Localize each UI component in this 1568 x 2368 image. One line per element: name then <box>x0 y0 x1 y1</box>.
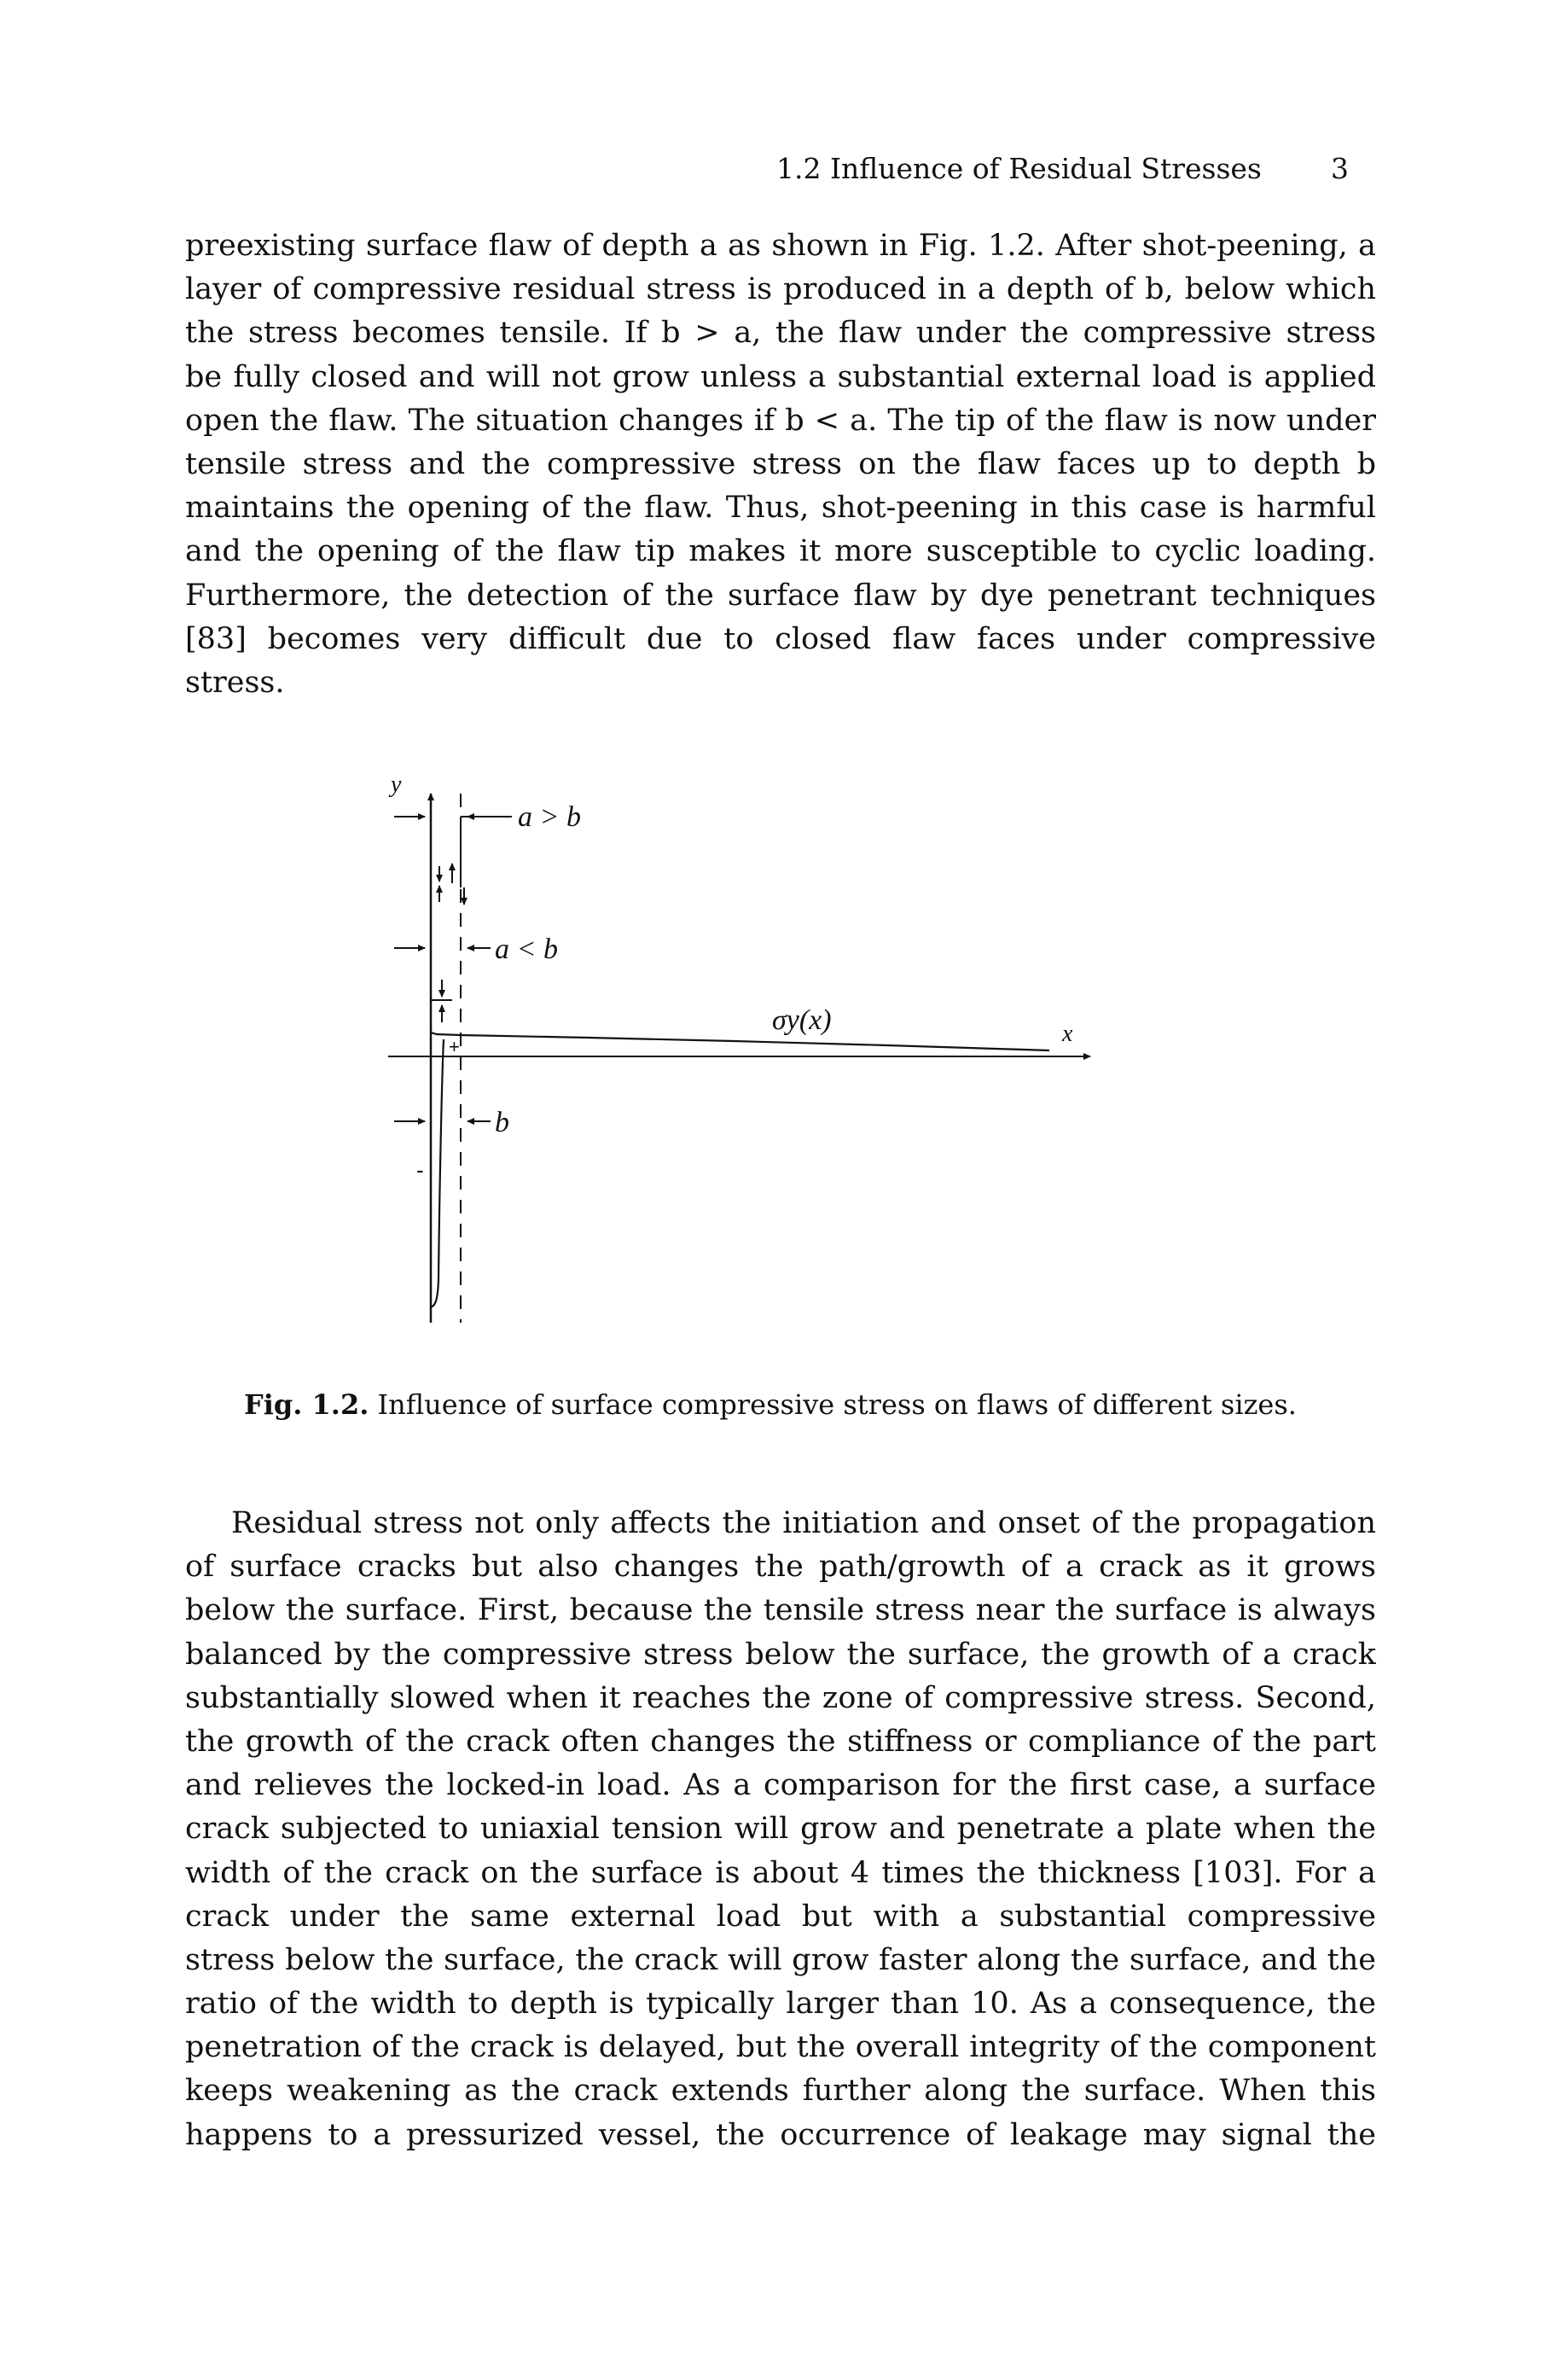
figure-1-2 <box>375 768 1126 1348</box>
text-line: and relieves the locked-in load. As a comparison for the first case, a surface <box>185 1768 1376 1803</box>
text-line: the growth of the crack often changes the stiffness or compliance of the part <box>185 1724 1376 1759</box>
label-minus: - <box>416 1157 424 1183</box>
text-line: crack under the same external load but with a substantial compressive <box>185 1899 1376 1934</box>
text-line: Residual stress not only affects the initiation and onset of the propagation <box>231 1506 1376 1540</box>
text-line: open the flaw. The situation changes if b < a. The tip of the flaw is now under <box>185 403 1376 438</box>
text-line: stress. <box>185 665 285 700</box>
text-line: penetration of the crack is delayed, but the overall integrity of the component <box>185 2030 1376 2065</box>
text-line: balanced by the compressive stress below the surface, the growth of a crack <box>185 1637 1376 1672</box>
text-line: ratio of the width to depth is typically larger than 10. As a consequence, the <box>185 1987 1376 2022</box>
flaw-a-lt-b <box>431 980 452 1022</box>
label-sigma: σy(x) <box>772 1004 832 1036</box>
text-line: of surface cracks but also changes the path/growth of a crack as it grows <box>185 1550 1376 1585</box>
text-line: below the surface. First, because the tensile stress near the surface is always <box>185 1593 1376 1628</box>
paragraph-1 <box>185 224 1376 705</box>
text-line: maintains the opening of the flaw. Thus, shot-peening in this case is harmful <box>185 491 1376 526</box>
flaw-a-gt-b <box>439 817 491 905</box>
stress-curve <box>431 1033 1049 1050</box>
text-line: preexisting surface flaw of depth a as shown in Fig. 1.2. After shot-peening, a <box>185 229 1376 263</box>
text-line: [83] becomes very difficult due to closed flaw faces under compressive <box>185 621 1376 656</box>
text-line: tensile stress and the compressive stress on the flaw faces up to depth b <box>185 446 1376 481</box>
text-line: the stress becomes tensile. If b > a, the flaw under the compressive stress <box>185 316 1376 351</box>
label-a-gt-b: a > b <box>518 801 581 833</box>
text-line: and the opening of the flaw tip makes it more susceptible to cyclic loading. <box>185 534 1376 569</box>
page-number: 3 <box>1331 152 1349 185</box>
flaw-stress-diagram <box>375 768 1126 1348</box>
figure-caption <box>244 1388 1353 1421</box>
text-line: substantially slowed when it reaches the zone of compressive stress. Second, <box>185 1680 1376 1715</box>
stress-curve-compressive <box>431 1039 444 1307</box>
paragraph-2 <box>185 1502 1376 2157</box>
text-line: be fully closed and will not grow unless a substantial external load is applied <box>185 359 1376 394</box>
label-a-lt-b: a < b <box>495 934 558 965</box>
caption-text: Influence of surface compressive stress on flaws of different sizes. <box>377 1388 1297 1421</box>
label-x: x <box>1062 1021 1073 1047</box>
text-line: stress below the surface, the crack will grow faster along the surface, and the <box>185 1942 1376 1977</box>
text-line: keeps weakening as the crack extends further along the surface. When this <box>185 2074 1376 2109</box>
caption-label: Fig. 1.2. <box>244 1388 369 1421</box>
text-line: happens to a pressurized vessel, the occurrence of leakage may signal the <box>185 2117 1376 2152</box>
label-b: b <box>495 1107 509 1138</box>
label-y: y <box>391 771 402 798</box>
label-plus: + <box>449 1036 460 1057</box>
text-line: width of the crack on the surface is about 4 times the thickness [103]. For a <box>185 1855 1376 1890</box>
text-line: layer of compressive residual stress is produced in a depth of b, below which <box>185 272 1376 307</box>
text-line: Furthermore, the detection of the surface flaw by dye penetrant techniques <box>185 578 1376 613</box>
text-line: crack subjected to uniaxial tension will grow and penetrate a plate when the <box>185 1812 1376 1847</box>
running-header-title: 1.2 Influence of Residual Stresses <box>776 152 1262 185</box>
